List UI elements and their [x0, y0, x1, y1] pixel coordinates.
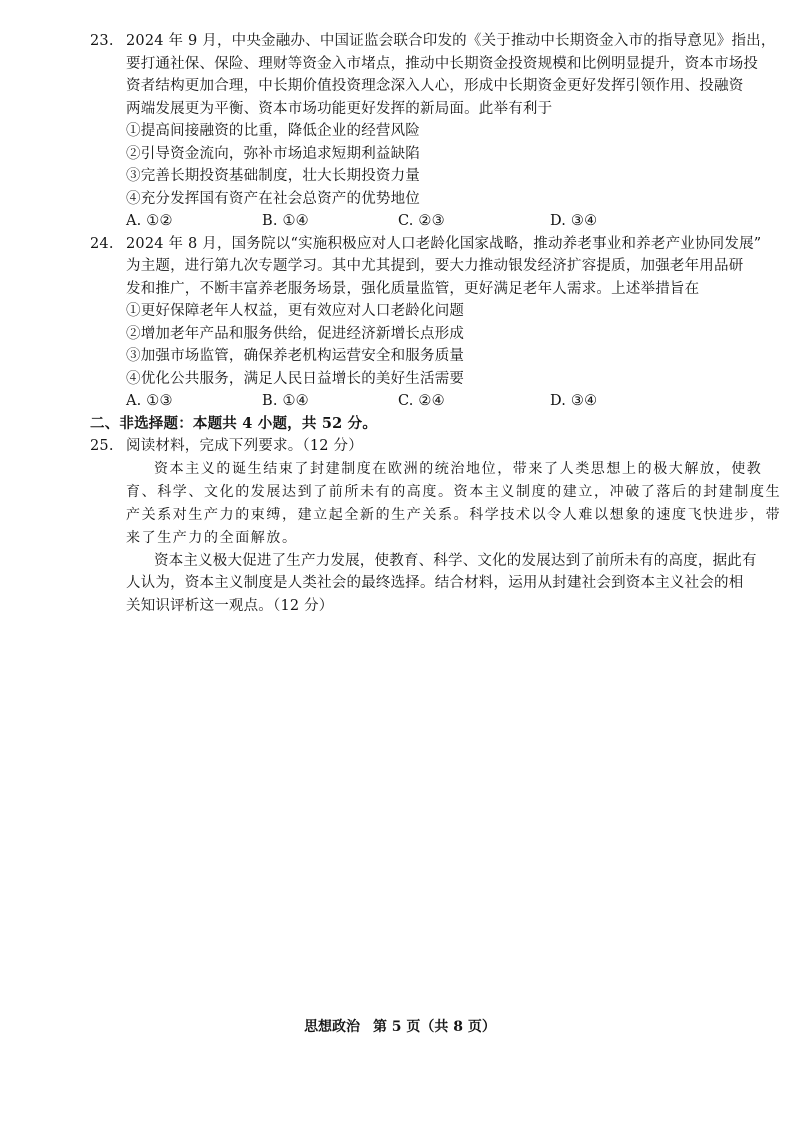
- choice-d: D. ③④: [550, 213, 598, 229]
- answer-choices: [0, 390, 800, 413]
- footer-page-number: 第 5 页（共 8 页）: [372, 1019, 496, 1035]
- choice-b: B. ①④: [262, 393, 309, 409]
- choice-c: C. ②④: [398, 393, 445, 409]
- question-number: 23.: [90, 33, 114, 49]
- question-24: [0, 233, 800, 413]
- question-25: [0, 435, 800, 617]
- question-23: [0, 30, 800, 233]
- question-number: 24.: [90, 235, 114, 252]
- option-2: ②引导资金流向，弥补市场追求短期利益缺陷: [126, 145, 420, 162]
- material-line-4: 来了生产力的全面解放。: [126, 529, 298, 546]
- option-2: ②增加老年产品和服务供给，促进经济新增长点形成: [126, 325, 465, 342]
- question-23-line-2: 要打通社保、保险、理财等资金入市堵点，推动中长期资金投资规模和比例明显提升，资本市场投: [126, 55, 759, 72]
- question-text: 2024 年 8 月，国务院以“实施积极应对人口老龄化国家战略，推动养老事业和养老产业协同发展”: [126, 235, 762, 252]
- question-number: 25.: [90, 438, 114, 454]
- choice-a: A. ①③: [126, 393, 173, 409]
- question-line-3: 关知识评析这一观点。（12 分）: [126, 597, 334, 614]
- question-title: 阅读材料，完成下列要求。（12 分）: [126, 438, 363, 454]
- option-1: ①更好保障老年人权益，更有效应对人口老龄化问题: [126, 303, 465, 319]
- choice-d: D. ③④: [550, 393, 598, 409]
- option-1: ①提高间接融资的比重，降低企业的经营风险: [126, 123, 420, 139]
- question-23-line-4: 两端发展更为平衡、资本市场功能更好发挥的新局面。此举有利于: [126, 100, 553, 117]
- question-text: 2024 年 9 月，中央金融办、中国证监会联合印发的《关于推动中长期资金入市的指导意见》指出，: [126, 33, 776, 49]
- choice-a: A. ①②: [126, 213, 173, 229]
- question-line-1: 资本主义极大促进了生产力发展，使教育、科学、文化的发展达到了前所未有的高度，据此有: [154, 552, 757, 569]
- choice-b: B. ①④: [262, 213, 309, 229]
- section-heading: 二、非选择题：本题共 4 小题，共 52 分。: [90, 414, 378, 432]
- question-25-title-line: [0, 435, 800, 458]
- page-footer: [0, 1016, 800, 1036]
- option-3: ③完善长期投资基础制度，壮大长期投资力量: [126, 168, 420, 184]
- material-line-3: 产关系对生产力的束缚，建立起全新的生产关系。科学技术以令人难以想象的速度飞快进步，带: [126, 506, 782, 523]
- option-4: ④充分发挥国有资产在社会总资产的优势地位: [126, 190, 420, 207]
- question-line-2: 人认为，资本主义制度是人类社会的最终选择。结合材料，运用从封建社会到资本主义社会的相: [126, 575, 744, 591]
- question-24-line-3: 发和推广，不断丰富养老服务场景，强化质量监管，更好满足老年人需求。上述举措旨在: [126, 280, 700, 297]
- question-23-line-1: [0, 30, 800, 53]
- material-line-1: 资本主义的诞生结束了封建制度在欧洲的统治地位，带来了人类思想上的极大解放，使教: [154, 460, 763, 477]
- choice-c: C. ②③: [398, 213, 445, 229]
- option-4: ④优化公共服务，满足人民日益增长的美好生活需要: [126, 370, 465, 387]
- question-23-line-3: 资者结构更加合理，中长期价值投资理念深入人心，形成中长期资金更好发挥引领作用、投融资: [126, 78, 744, 94]
- footer-subject: 思想政治: [304, 1019, 361, 1035]
- page-content: [0, 30, 800, 617]
- answer-choices: [0, 210, 800, 233]
- option-3: ③加强市场监管，确保养老机构运营安全和服务质量: [126, 348, 465, 364]
- question-24-line-1: [0, 233, 800, 256]
- material-line-2: 育、科学、文化的发展达到了前所未有的高度。资本主义制度的建立，冲破了落后的封建制度生: [126, 483, 782, 500]
- question-24-line-2: 为主题，进行第九次专题学习。其中尤其提到，要大力推动银发经济扩容提质，加强老年用品研: [126, 258, 744, 274]
